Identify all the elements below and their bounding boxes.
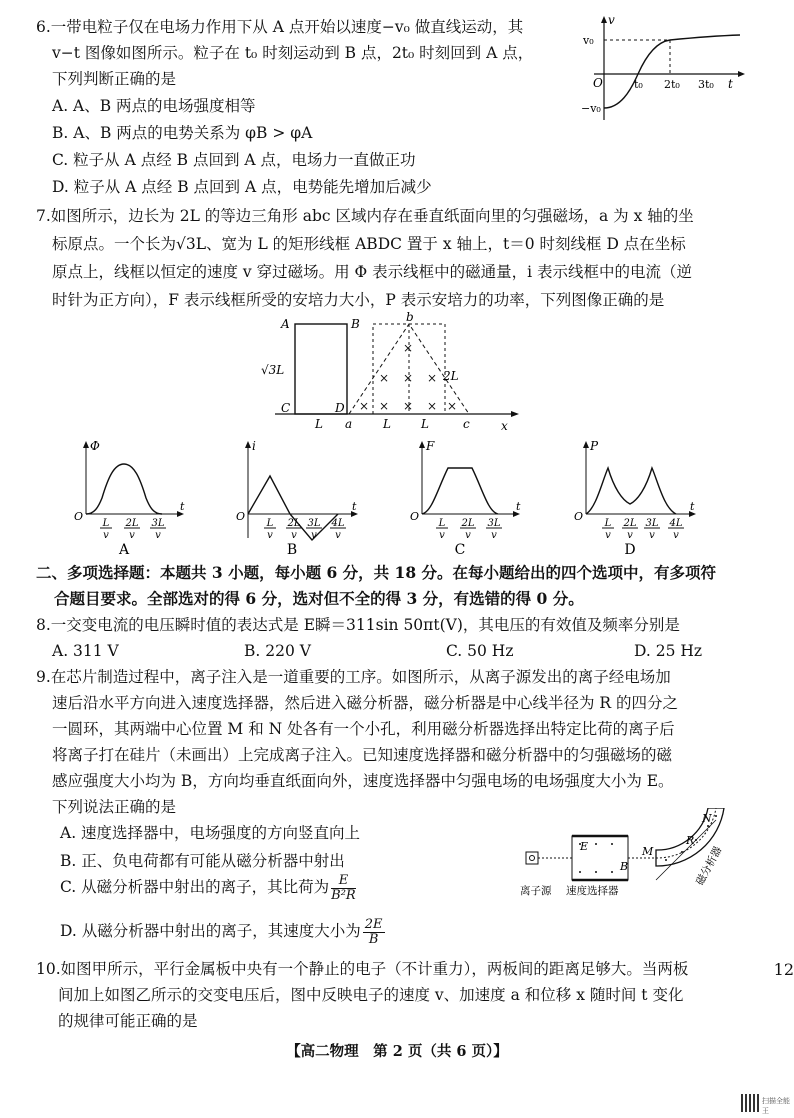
q8-option-b: B. 220 V [244,642,311,660]
q10-line2: 间加上如图乙所示的交变电压后，图中反映电子的速度 v、加速度 a 和位移 x 随时间 t 变化 [58,986,684,1004]
q9-option-c: C. 从磁分析器中射出的离子，其比荷为 $\frac{E}{\text{B²R}}$ [60,872,356,903]
q6-line1: 6.一带电粒子仅在电场力作用下从 A 点开始以速度−v₀ 做直线运动，其 [36,18,524,36]
q7-cross: × [403,341,414,355]
q7-line4: 时针为正方向），F 表示线框所受的安培力大小，P 表示安培力的功率，下列图像正确的是 [52,291,665,309]
q7-graph-B-origin: O [236,510,246,523]
q7-cross: × [379,371,390,385]
section2-line2: 合题目要求。全部选对的得 6 分，选对但不全的得 3 分，有选错的得 0 分。 [54,589,584,608]
q7-graph-C-caption: C [454,542,466,556]
q9-fig-selector-label: 速度选择器 [566,885,619,897]
q7-label-B: B [351,317,360,331]
q7-cross: × [427,399,438,413]
figure-label: 2L [623,518,637,529]
q9-line5: 感应强度大小均为 B，方向均垂直纸面向外，速度选择器中匀强电场的电场强度大小为 E。 [52,772,674,790]
q7-cross: × [359,399,370,413]
figure-label: 4L [669,518,683,529]
q7-cross: × [403,399,414,413]
figure-label: v [129,530,135,541]
figure-label: v [627,530,633,541]
q9-line6: 下列说法正确的是 [52,798,177,816]
q9-fig-N: N [702,812,712,825]
q7-cross: × [403,371,414,385]
figure-label: v [291,530,297,541]
q7-label-s3L: √3L [261,363,285,377]
q9-option-a: A. 速度选择器中，电场强度的方向竖直向上 [60,824,361,842]
figure-label: v [103,530,109,541]
q9-fig-analyzer-label: 磁分析器 [694,844,725,888]
q7-graph-D-t: t [690,500,695,513]
q6-axis-v: v [608,13,615,27]
q7-cross: × [379,399,390,413]
q10-line3: 的规律可能正确的是 [58,1012,198,1030]
figure-label: L [604,518,612,529]
figure-label: v [439,530,445,541]
figure-label: v [673,530,679,541]
q7-graph-C [408,438,528,556]
q6-tick-3t0: 3t₀ [698,78,714,91]
side-page-number: 12 [773,960,794,979]
figure-label: v [155,530,161,541]
figure-label: v [335,530,341,541]
q7-label-2L: 2L [443,369,459,383]
q6-axis-t: t [728,77,733,91]
q7-graph-D [572,438,702,556]
q7-graph-B [234,438,364,556]
figure-label: 3L [151,518,165,529]
q9-fig-R: R [686,834,695,847]
q7-graph-B-ylabel: i [252,439,256,453]
q7-cross: × [427,371,438,385]
q7-graph-A-origin: O [74,510,84,523]
figure-label: 2L [461,518,475,529]
q7-graph-D-caption: D [624,542,636,556]
figure-label: 2L [125,518,139,529]
q9-option-d: D. 从磁分析器中射出的离子，其速度大小为 $\frac{2E}{B}$ [60,916,383,947]
q7-graph-A [72,438,192,556]
q7-line2: 标原点。一个长为√3L、宽为 L 的矩形线框 ABDC 置于 x 轴上，t＝0 时刻线框 D 点在坐标 [52,235,686,253]
figure-label: 4L [331,518,345,529]
q9-line4: 将离子打在硅片（未画出）上完成离子注入。已知速度选择器和磁分析器中的匀强磁场的磁 [52,746,673,764]
q8-option-d: D. 25 Hz [634,642,703,660]
q7-graph-C-t: t [516,500,521,513]
figure-label: 2L [287,518,301,529]
q6-origin: O [593,76,603,90]
q7-graph-B-t: t [352,500,357,513]
q9-fig-source-label: 离子源 [520,885,552,897]
q6-line3: 下列判断正确的是 [52,70,177,88]
q7-graph-A-ylabel: Φ [90,439,100,453]
figure-label: v [605,530,611,541]
q9-line2: 速后沿水平方向进入速度选择器，然后进入磁分析器，磁分析器是中心线半径为 R 的四分之 [52,694,679,712]
q7-line3: 原点上，线框以恒定的速度 v 穿过磁场。用 Φ 表示线框中的磁通量，i 表示线框中的电流（逆 [52,263,693,281]
q7-label-a: a [345,417,353,431]
q7-graph-A-caption: A [118,542,130,556]
page-footer: 【高二物理 第 2 页（共 6 页）】 [286,1043,508,1060]
figure-label: v [311,530,317,541]
q7-label-L2: L [383,417,391,431]
q7-graph-D-origin: O [574,510,584,523]
scanner-brand: 扫描全能王 [762,1097,790,1115]
q9-option-b: B. 正、负电荷都有可能从磁分析器中射出 [60,852,345,870]
figure-label: L [102,518,110,529]
q7-graph-C-origin: O [410,510,420,523]
q6-option-b: B. A、B 两点的电势关系为 φB > φA [52,124,313,142]
q7-line1: 7.如图所示，边长为 2L 的等边三角形 abc 区域内存在垂直纸面向里的匀强磁场，a 为 x 轴的坐 [36,207,694,225]
q9-line3: 一圆环，其两端中心位置 M 和 N 处各有一个小孔，利用磁分析器选择出特定比荷的离子后 [52,720,675,738]
q8-stem: 8.一交变电流的电压瞬时值的表达式是 E瞬＝311sin 50πt(V)，其电压的有效值及频率分别是 [36,616,680,634]
q7-cross: × [447,399,458,413]
figure-label: v [491,530,497,541]
q9-fig-B: B [620,860,629,873]
q6-option-d: D. 粒子从 A 点经 B 点回到 A 点，电势能先增加后减少 [52,178,432,196]
q9-figure [516,808,738,900]
q7-graph-C-ylabel: F [426,439,435,453]
figure-label: 3L [487,518,501,529]
q7-label-L3: L [421,417,429,431]
figure-label: L [438,518,446,529]
figure-label: v [465,530,471,541]
figure-label: 3L [307,518,321,529]
q9-line1: 9.在芯片制造过程中，离子注入是一道重要的工序。如图所示，从离子源发出的离子经电场加 [36,668,671,686]
q6-option-c: C. 粒子从 A 点经 B 点回到 A 点，电场力一直做正功 [52,151,416,169]
q7-label-b: b [406,310,414,324]
q6-tick-2t0: 2t₀ [664,78,680,91]
q9-fig-M: M [642,845,654,858]
q7-label-c: c [463,417,470,431]
figure-label: v [267,530,273,541]
q7-axis-x: x [501,419,508,432]
qr-code-icon [741,1094,759,1112]
q7-graph-D-ylabel: P [590,439,599,453]
q6-vt-graph [580,12,750,124]
figure-label: L [266,518,274,529]
figure-label: 3L [645,518,659,529]
q8-option-c: C. 50 Hz [446,642,514,660]
q7-label-A: A [281,317,290,331]
q6-tick-t0: t₀ [634,78,643,91]
q7-label-L1: L [315,417,323,431]
q7-graph-A-t: t [180,500,185,513]
q6-label-mv0: −v₀ [581,102,601,115]
section2-line1: 二、多项选择题：本题共 3 小题，每小题 6 分，共 18 分。在每小题给出的四个选项中，有多项符 [36,563,717,582]
q6-option-a: A. A、B 两点的电场强度相等 [52,97,256,115]
q9-fig-E: E [580,840,589,853]
figure-label: v [649,530,655,541]
q7-main-figure [255,310,525,432]
q8-option-a: A. 311 V [52,642,119,660]
q10-line1: 10.如图甲所示，平行金属板中央有一个静止的电子（不计重力），两板间的距离足够大。当两板 [36,960,689,978]
q7-label-D: D [335,401,345,415]
q7-label-C: C [281,401,291,415]
q6-label-v0: v₀ [583,34,594,47]
q6-line2: v−t 图像如图所示。粒子在 t₀ 时刻运动到 B 点，2t₀ 时刻回到 A 点， [52,44,534,62]
q7-graph-B-caption: B [286,542,298,556]
